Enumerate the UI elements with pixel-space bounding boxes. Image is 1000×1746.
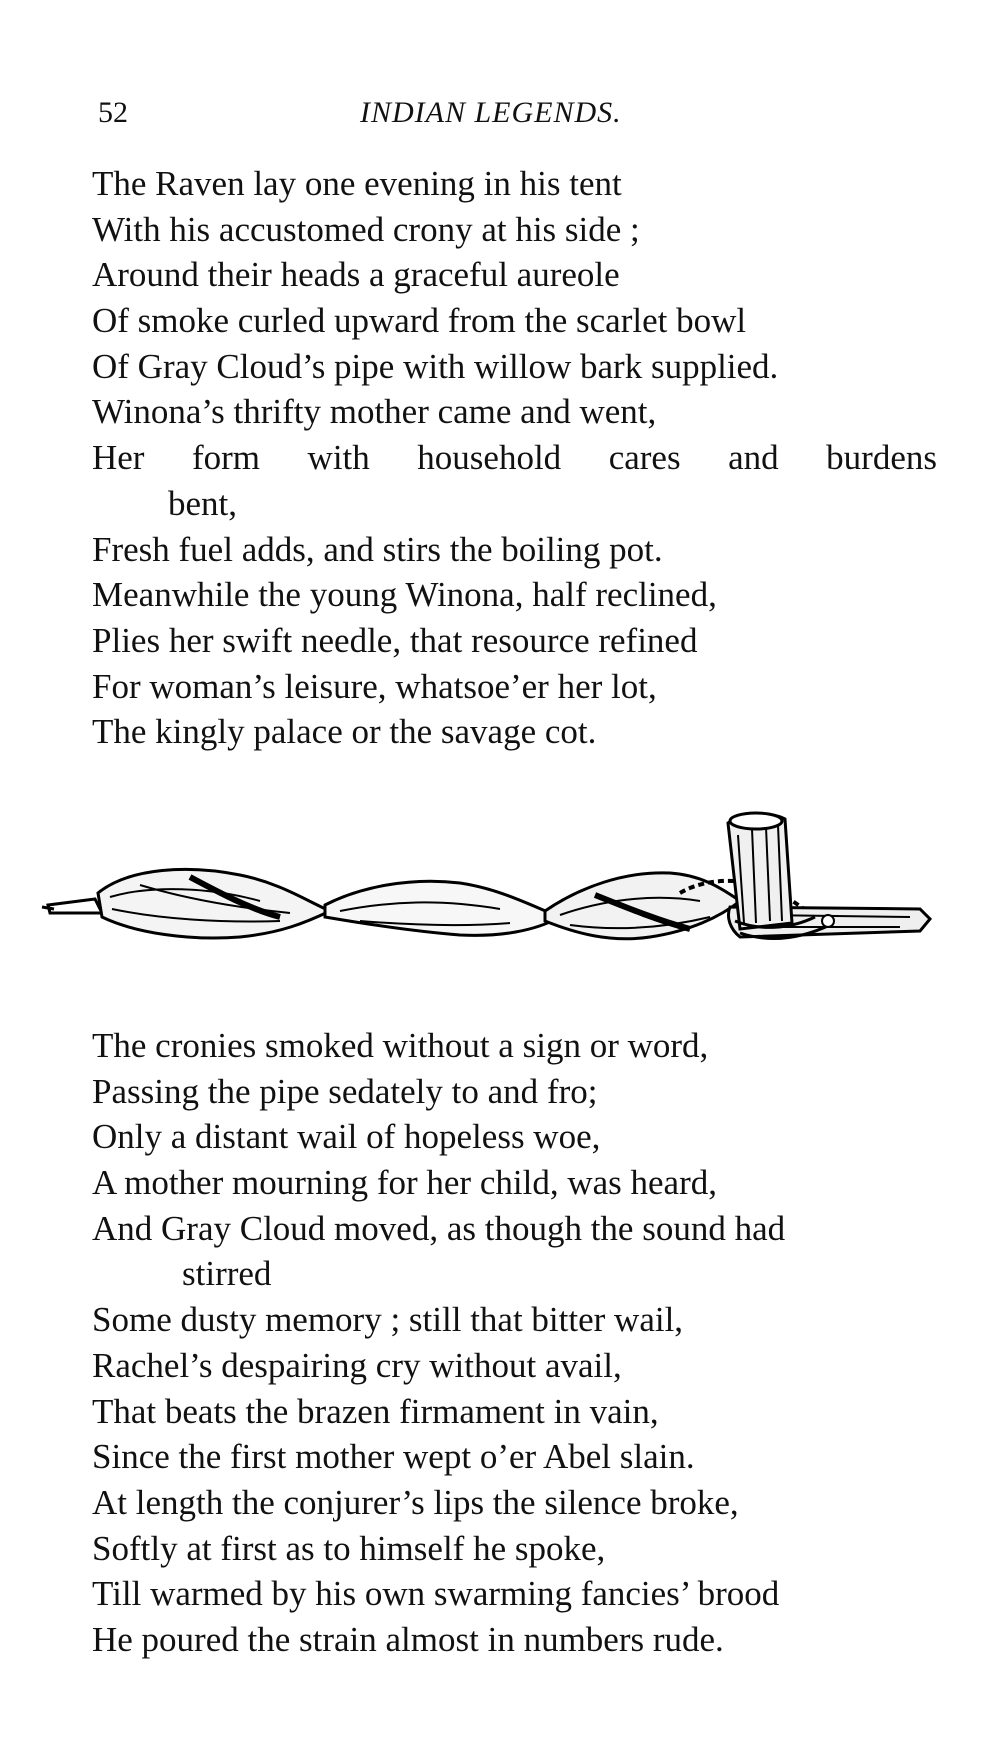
- verse-line: Passing the pipe sedately to and fro;: [92, 1071, 598, 1111]
- pipe-mouthpiece: [48, 899, 102, 913]
- verse-line: Till warmed by his own swarming fancies’ brood: [92, 1574, 780, 1614]
- verse-line: Softly at first as to himself he spoke,: [92, 1528, 606, 1568]
- verse-line: He poured the strain almost in numbers rude.: [92, 1619, 724, 1659]
- verse-line: Of Gray Cloud’s pipe with willow bark supplied.: [92, 346, 779, 386]
- pipe-stem-twist-1: [98, 869, 330, 938]
- stanza-2: [92, 1023, 937, 1663]
- verse-line: And Gray Cloud moved, as though the sound had: [92, 1208, 786, 1248]
- verse-line-continuation: stirred: [182, 1254, 272, 1294]
- verse-line: Plies her swift needle, that resource refined: [92, 620, 698, 660]
- peace-pipe-illustration: [40, 805, 970, 980]
- verse-line: The kingly palace or the savage cot.: [92, 712, 597, 752]
- verse-line-continuation: bent,: [168, 483, 238, 523]
- verse-line: Her form with household cares and burdens: [92, 438, 937, 478]
- verse-line: That beats the brazen firmament in vain,: [92, 1391, 659, 1431]
- verse-line: Only a distant wail of hopeless woe,: [92, 1117, 601, 1157]
- verse-line: Winona’s thrifty mother came and went,: [92, 392, 657, 432]
- verse-line: The Raven lay one evening in his tent: [92, 164, 622, 203]
- verse-line: With his accustomed crony at his side ;: [92, 209, 640, 249]
- verse-line: For woman’s leisure, whatsoe’er her lot,: [92, 666, 657, 706]
- verse-line: Rachel’s despairing cry without avail,: [92, 1345, 622, 1385]
- verse-line: Meanwhile the young Winona, half reclined,: [92, 575, 717, 615]
- running-title: INDIAN LEGENDS.: [360, 96, 622, 129]
- verse-line: The cronies smoked without a sign or word,: [92, 1026, 709, 1065]
- verse-line: Of smoke curled upward from the scarlet bowl: [92, 301, 747, 341]
- page-number: 52: [98, 96, 128, 129]
- verse-line: Some dusty memory ; still that bitter wail,: [92, 1300, 684, 1340]
- stanza-1: [92, 161, 937, 755]
- verse-line: Around their heads a graceful aureole: [92, 255, 620, 295]
- verse-line: At length the conjurer’s lips the silence broke,: [92, 1482, 739, 1522]
- verse-line: Fresh fuel adds, and stirs the boiling pot.: [92, 529, 663, 569]
- verse-line: A mother mourning for her child, was heard,: [92, 1163, 717, 1203]
- verse-line: Since the first mother wept o’er Abel slain.: [92, 1437, 695, 1477]
- page-header: [98, 96, 928, 136]
